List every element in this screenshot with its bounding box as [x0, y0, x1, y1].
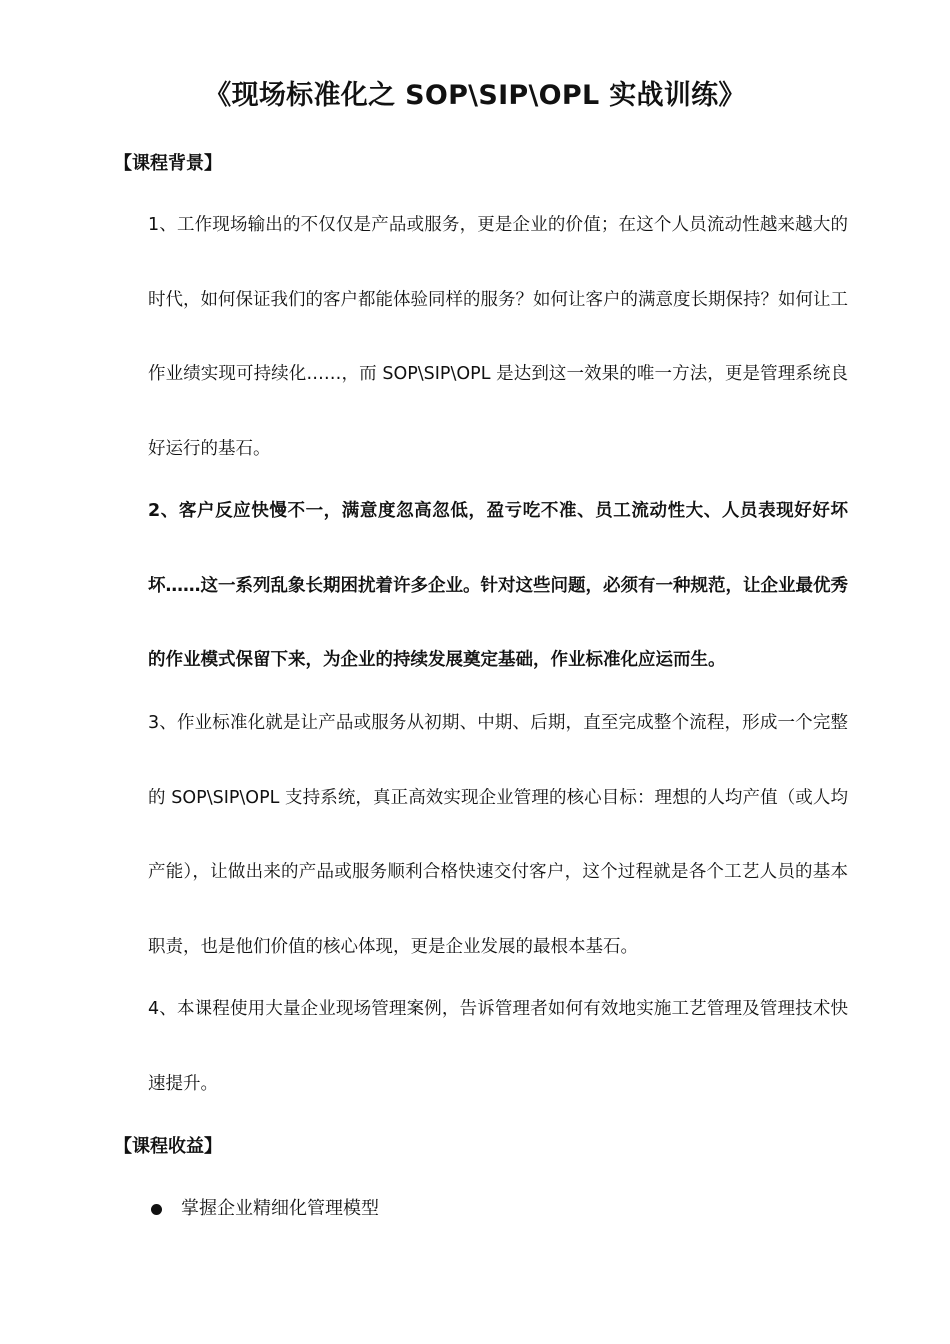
background-paragraph-1: 1、工作现场输出的不仅仅是产品或服务，更是企业的价值；在这个人员流动性越来越大的时代，如何保证我们的客户都能体验同样的服务？如何让客户的满意度长期保持？如何让工作业绩实现可持续化……，而 SOP\SIP\OPL 是达到这一效果的唯一方法，更是管理系统良好运行的基石。 — [148, 215, 848, 459]
background-paragraph-2: 2、客户反应快慢不一，满意度忽高忽低，盈亏吃不准、员工流动性大、人员表现好好坏坏……这一系列乱象长期困扰着许多企业。针对这些问题，必须有一种规范，让企业最优秀的作业模式保留下来，为企业的持续发展奠定基础，作业标准化应运而生。 — [148, 501, 848, 670]
page-title: 《现场标准化之 SOP\SIP\OPL 实战训练》 — [204, 80, 746, 111]
benefits-list — [148, 1194, 379, 1224]
background-paragraph-3: 3、作业标准化就是让产品或服务从初期、中期、后期，直至完成整个流程，形成一个完整的 SOP\SIP\OPL 支持系统，真正高效实现企业管理的核心目标：理想的人均产值（或人均产能），让做出来的产品或服务顺利合格快速交付客户，这个过程就是各个工艺人员的基本职责，也是他们价值的核心体现，更是企业发展的最根本基石。 — [148, 713, 848, 957]
list-item — [148, 1194, 379, 1224]
section-heading-background: 【课程背景】 — [114, 153, 222, 174]
section-heading-benefits: 【课程收益】 — [114, 1136, 222, 1157]
list-item-text: 掌握企业精细化管理模型 — [181, 1198, 379, 1219]
background-paragraph-4: 4、本课程使用大量企业现场管理案例，告诉管理者如何有效地实施工艺管理及管理技术快速提升。 — [148, 999, 848, 1094]
bullet-dot-icon — [151, 1204, 162, 1215]
